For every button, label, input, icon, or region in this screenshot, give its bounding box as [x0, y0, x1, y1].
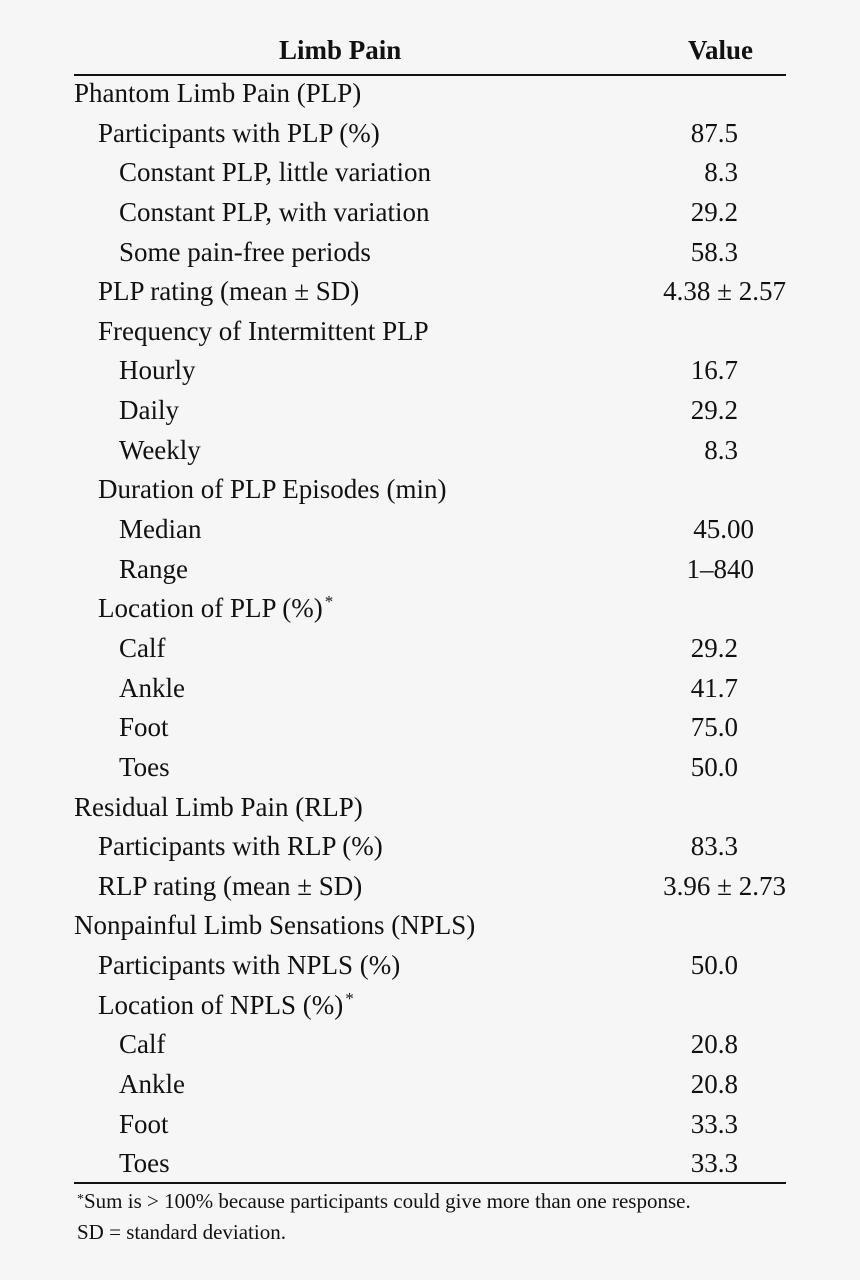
- row-value: 29.2: [690, 196, 738, 227]
- row-value: 58.3: [690, 236, 738, 267]
- row-label-text: Location of PLP (%): [98, 593, 323, 624]
- table-row: [74, 552, 786, 592]
- row-label: Frequency of Intermittent PLP: [98, 315, 429, 346]
- row-value: 8.3: [704, 434, 738, 465]
- row-label: Toes: [119, 1148, 170, 1179]
- row-label: Calf: [119, 632, 166, 663]
- row-value: 16.7: [690, 355, 738, 386]
- row-value: 20.8: [690, 1069, 738, 1100]
- row-label: Median: [119, 514, 202, 545]
- row-value: 45.00: [693, 514, 754, 545]
- table-row: [74, 988, 786, 1028]
- row-label: Ankle: [119, 672, 185, 703]
- row-value: 33.3: [690, 1108, 738, 1139]
- table-row: [74, 829, 786, 869]
- footnote-marker: *: [345, 988, 354, 1008]
- table-row: [74, 274, 786, 314]
- row-label: Constant PLP, little variation: [119, 157, 431, 188]
- table-row: [74, 1107, 786, 1147]
- table-row: [74, 512, 786, 552]
- table-row: [74, 750, 786, 790]
- row-label: Calf: [119, 1029, 166, 1060]
- table-row: [74, 235, 786, 275]
- row-label: Participants with PLP (%): [98, 117, 380, 148]
- row-label: Phantom Limb Pain (PLP): [74, 78, 362, 108]
- table-row: [74, 195, 786, 235]
- row-label: Foot: [119, 1108, 169, 1139]
- row-label: Nonpainful Limb Sensations (NPLS): [74, 910, 476, 941]
- row-label: Constant PLP, with variation: [119, 196, 430, 227]
- row-value: 50.0: [690, 950, 738, 981]
- table-row: [74, 710, 786, 750]
- row-value: 75.0: [690, 712, 738, 743]
- table-row: [74, 591, 786, 631]
- row-label: Some pain-free periods: [119, 236, 371, 267]
- row-label: Foot: [119, 712, 169, 743]
- row-label: Daily: [119, 395, 179, 426]
- row-value: 4.38 ± 2.57: [663, 276, 786, 307]
- row-label: Range: [119, 553, 188, 584]
- footnote-star: *: [77, 1192, 84, 1207]
- row-label: Duration of PLP Episodes (min): [98, 474, 447, 505]
- table-row: [74, 1146, 786, 1186]
- row-value: 29.2: [690, 632, 738, 663]
- table-row: [74, 433, 786, 473]
- row-label: RLP rating (mean ± SD): [98, 870, 363, 901]
- column-header-value: Value: [688, 35, 754, 65]
- table-row: [74, 671, 786, 711]
- table-row: [74, 869, 786, 909]
- row-value: 20.8: [690, 1029, 738, 1060]
- limb-pain-table: [74, 34, 786, 1186]
- footnote-marker: *: [324, 592, 334, 612]
- table-row: [74, 116, 786, 156]
- row-label: [98, 593, 333, 623]
- table-row: [74, 314, 786, 354]
- row-value: 87.5: [690, 117, 738, 148]
- row-value: 29.2: [690, 395, 738, 426]
- table-row: [74, 790, 786, 830]
- row-label: Weekly: [119, 434, 201, 465]
- row-label: Participants with RLP (%): [98, 831, 383, 862]
- row-label: [98, 990, 354, 1020]
- table-row: [74, 908, 786, 948]
- table-row: [74, 948, 786, 988]
- row-label-text: Location of NPLS (%): [98, 989, 344, 1020]
- table-row: [74, 1067, 786, 1107]
- table-footnotes: [74, 1182, 786, 1248]
- row-value: 50.0: [690, 751, 738, 782]
- table-header: [74, 34, 786, 76]
- row-value: 83.3: [690, 831, 738, 862]
- footnote-sum: [74, 1186, 786, 1217]
- row-label: Residual Limb Pain (RLP): [74, 791, 363, 822]
- footnote-sd: SD = standard deviation.: [77, 1220, 286, 1244]
- row-label: PLP rating (mean ± SD): [98, 276, 360, 307]
- table-row: [74, 631, 786, 671]
- column-header-limb-pain: Limb Pain: [279, 35, 402, 65]
- table-row: [74, 76, 786, 116]
- row-value: 41.7: [690, 672, 738, 703]
- row-label: Participants with NPLS (%): [98, 950, 401, 981]
- table-row: [74, 353, 786, 393]
- row-value: 8.3: [704, 157, 738, 188]
- table-row: [74, 1027, 786, 1067]
- row-value: 33.3: [690, 1148, 738, 1179]
- row-value: 3.96 ± 2.73: [663, 870, 786, 901]
- table-row: [74, 393, 786, 433]
- table-body: [74, 76, 786, 1186]
- row-label: Hourly: [119, 355, 196, 386]
- footnote-sum-text: Sum is > 100% because participants could give more than one response.: [84, 1189, 691, 1213]
- table-row: [74, 472, 786, 512]
- row-label: Toes: [119, 751, 170, 782]
- row-value: 1–840: [686, 553, 754, 584]
- row-label: Ankle: [119, 1069, 185, 1100]
- table-row: [74, 155, 786, 195]
